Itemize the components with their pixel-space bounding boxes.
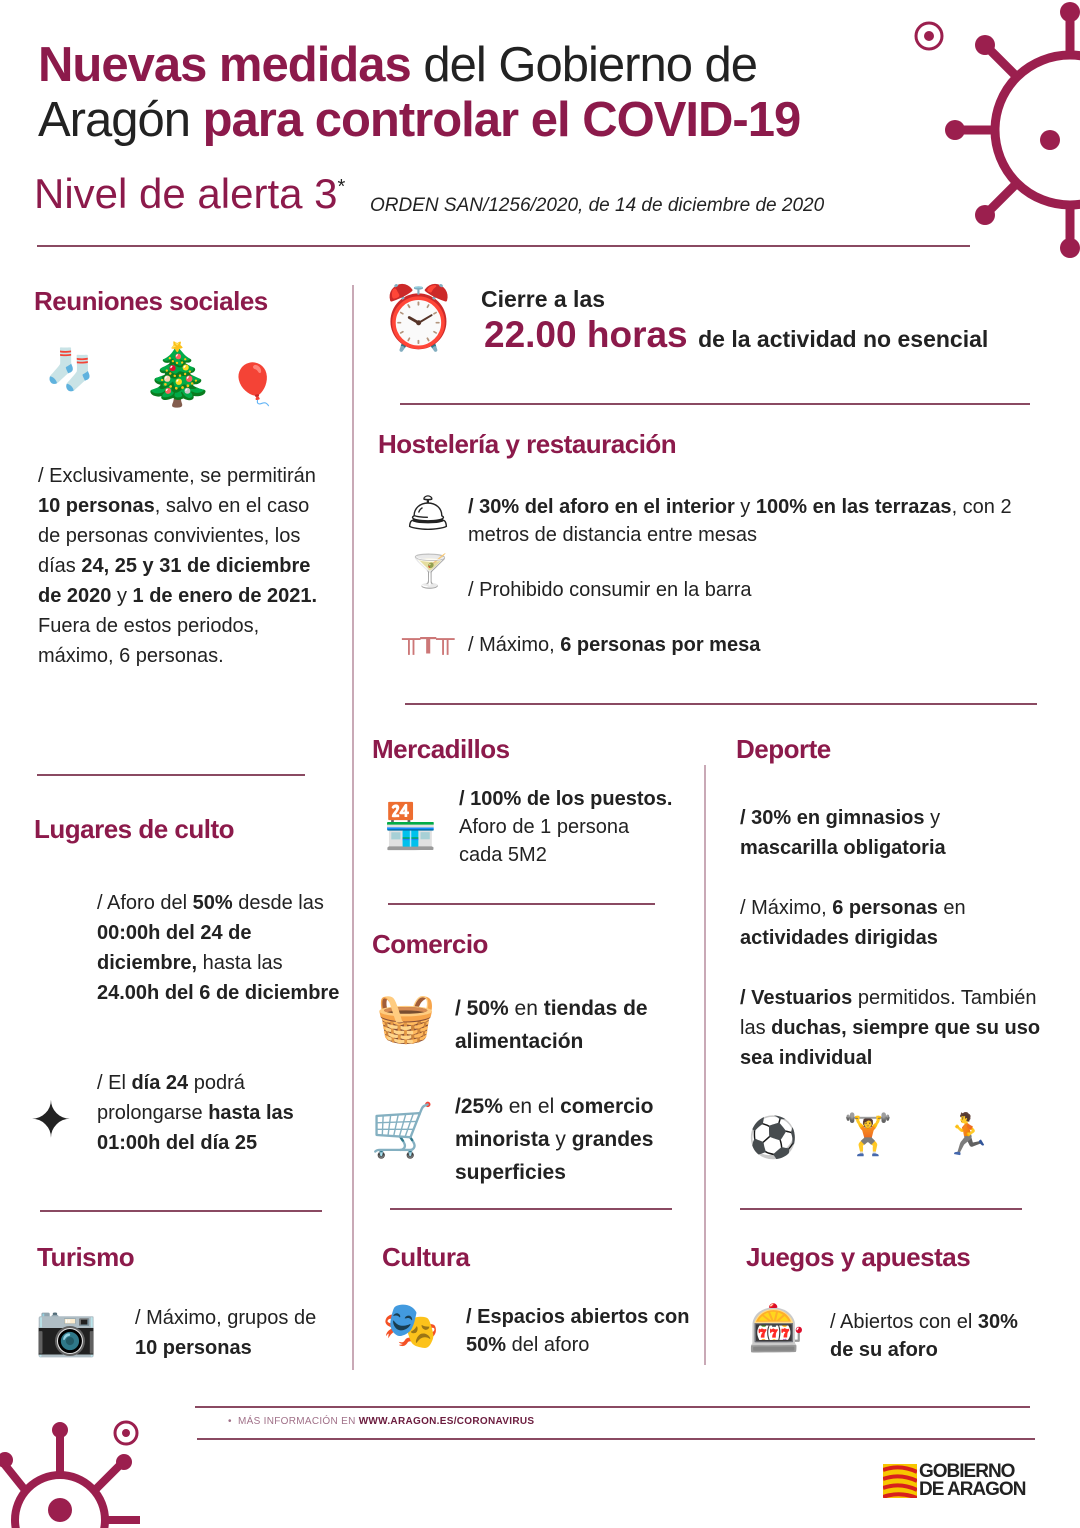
divider: [37, 774, 305, 776]
grocery-basket-icon: 🧺: [376, 992, 436, 1045]
more-info: • MÁS INFORMACIÓN EN WWW.ARAGON.ES/CORONAVIRUS: [228, 1416, 535, 1427]
theater-masks-icon: 🎭: [382, 1299, 440, 1351]
text-segment: / Prohibido consumir en la barra: [468, 579, 752, 601]
hosteleria-item: [468, 630, 1028, 660]
text-segment: Nuevas medidas: [38, 38, 411, 92]
text-segment: / 100% de los puestos.: [459, 788, 673, 810]
text-segment: 50%: [192, 892, 233, 914]
section-title-mercadillos: Mercadillos: [372, 734, 510, 764]
text-segment: / 50%: [455, 997, 509, 1020]
text-segment: Aforo de 1 persona cada 5M2: [459, 816, 630, 866]
divider: [40, 1210, 322, 1212]
text-segment: podrá prolongarse: [97, 1072, 245, 1124]
section-title-culto: Lugares de culto: [34, 814, 235, 844]
section-title-juegos: Juegos y apuestas: [746, 1242, 971, 1272]
comercio-item: [455, 992, 695, 1058]
deporte-item: [740, 803, 1040, 863]
small-virus-icon: [108, 1415, 144, 1451]
text-segment: del Gobierno de: [410, 38, 758, 92]
christmas-tree-icon: 🎄: [140, 341, 215, 408]
text-segment: / Exclusivamente, se permitirán: [38, 465, 316, 487]
section-title-deporte: Deporte: [736, 734, 831, 764]
divider: [37, 245, 970, 247]
order-reference: ORDEN SAN/1256/2020, de 14 de diciembre de 2020: [370, 195, 825, 216]
gobierno-aragon-logo: GOBIERNO DE ARAGON: [883, 1463, 1025, 1499]
text-segment: grandes superficies: [455, 1128, 654, 1184]
text-segment: hasta las: [197, 952, 283, 974]
text-segment: / 30% del aforo en el interior: [468, 496, 735, 518]
stocking-icon: 🧦: [45, 348, 95, 392]
text-segment: 00:00h del 24 de diciembre,: [97, 922, 252, 974]
aragon-flag-icon: [883, 1464, 917, 1498]
cierre-hour: 22.00 horas: [484, 314, 688, 355]
deporte-item: [740, 983, 1060, 1073]
divider: [195, 1406, 1030, 1408]
text-segment: para controlar el COVID-19: [202, 93, 801, 147]
text-segment: 6 personas por mesa: [560, 634, 761, 656]
text-segment: duchas, siempre que su uso sea individual: [740, 1017, 1041, 1069]
text-segment: permitidos. También las: [740, 987, 1037, 1039]
section-title-cultura: Cultura: [382, 1242, 470, 1272]
text-segment: / Máximo, grupos de: [135, 1307, 317, 1329]
alert-level: Nivel de alerta 3*: [34, 170, 346, 217]
text-segment: / Abiertos con el: [830, 1311, 978, 1333]
weightlifting-icon: 🏋: [843, 1113, 893, 1157]
text-segment: comercio minorista: [455, 1095, 654, 1151]
text-segment: / Vestuarios: [740, 987, 853, 1009]
info-link[interactable]: WWW.ARAGON.ES/CORONAVIRUS: [358, 1416, 535, 1427]
text-segment: 10 personas: [135, 1337, 252, 1359]
text-segment: / Máximo,: [468, 634, 561, 656]
text-segment: en: [508, 997, 544, 1020]
text-segment: tiendas de alimentación: [455, 997, 648, 1053]
divider: [405, 703, 1037, 705]
section-title-turismo: Turismo: [37, 1242, 135, 1272]
culto-text-2: [97, 1068, 337, 1158]
text-segment: 24, 25 y 31 de diciembre de 2020: [38, 555, 311, 607]
soccer-ball-icon: ⚽: [748, 1116, 798, 1160]
text-segment: 6 personas: [832, 897, 938, 919]
column-divider: [352, 285, 354, 1370]
text-segment: y: [549, 1128, 572, 1151]
cocktail-icon: 🍸: [410, 553, 450, 589]
page-title: [38, 38, 800, 148]
text-segment: / El: [97, 1072, 132, 1094]
section-title-reuniones: Reuniones sociales: [34, 286, 268, 316]
text-segment: en el: [502, 1095, 561, 1118]
title-line-2: [38, 93, 800, 148]
divider: [197, 1438, 1035, 1440]
shopping-cart-icon: 🛒: [370, 1102, 435, 1160]
text-segment: desde las: [232, 892, 324, 914]
text-segment: / 30% en gimnasios: [740, 807, 925, 829]
text-segment: 30% de su aforo: [830, 1311, 1018, 1361]
text-segment: 100% en las terrazas: [755, 496, 952, 518]
text-segment: /25%: [455, 1095, 503, 1118]
text-segment: en: [937, 897, 966, 919]
divider: [400, 403, 1030, 405]
text-segment: día 24: [131, 1072, 189, 1094]
culto-text-1: [97, 888, 347, 1008]
text-segment: y: [734, 496, 756, 518]
text-segment: 24.00h del 6 de diciembre: [97, 982, 340, 1004]
camera-icon: 📷: [35, 1302, 98, 1358]
text-segment: 1 de enero de 2021.: [132, 585, 318, 607]
section-title-comercio: Comercio: [372, 929, 488, 959]
turismo-text: [135, 1303, 335, 1363]
text-segment: Aragón: [38, 93, 203, 147]
divider: [388, 903, 655, 905]
divider: [390, 1208, 672, 1210]
title-line-1: [38, 38, 800, 93]
juegos-text: [830, 1308, 1030, 1364]
divider: [740, 1208, 1022, 1210]
text-segment: actividades dirigidas: [740, 927, 938, 949]
cultura-text: [466, 1303, 696, 1359]
small-virus-icon: [905, 12, 953, 60]
text-segment: 10 personas: [38, 495, 155, 517]
mercadillos-text: [459, 785, 674, 869]
virus-icon: [940, 0, 1080, 260]
comercio-item: [455, 1090, 700, 1189]
table-icon: ╥┰╥: [402, 623, 455, 653]
poker-chips-icon: 🎰: [748, 1302, 806, 1354]
cierre-rest: de la actividad no esencial: [698, 326, 989, 352]
text-segment: / Máximo,: [740, 897, 833, 919]
cierre-line2: [484, 314, 988, 356]
text-segment: del aforo: [506, 1334, 590, 1356]
column-divider: [704, 765, 706, 1365]
deporte-item: [740, 893, 1040, 953]
reuniones-text: [38, 461, 328, 671]
text-segment: hasta las 01:00h del día 25: [97, 1102, 294, 1154]
hosteleria-item: [468, 575, 1028, 605]
text-segment: , salvo en el caso de personas convivientes, los días: [38, 495, 310, 577]
cloche-icon: 🛎: [405, 492, 451, 533]
alarm-clock-icon: ⏰: [380, 284, 458, 353]
star-icon: ✦: [30, 1092, 72, 1148]
market-stall-icon: 🏪: [383, 802, 438, 851]
hosteleria-item: [468, 493, 1038, 549]
text-segment: y: [924, 807, 941, 829]
text-segment: / Aforo del: [97, 892, 193, 914]
text-segment: Fuera de estos periodos, máximo, 6 personas.: [38, 615, 260, 667]
runner-icon: 🏃: [942, 1113, 992, 1157]
cierre-line1: Cierre a las: [481, 286, 606, 312]
section-title-hosteleria: Hostelería y restauración: [378, 429, 677, 459]
text-segment: y: [111, 585, 133, 607]
ornaments-icon: 🎈: [228, 363, 278, 407]
text-segment: mascarilla obligatoria: [740, 837, 946, 859]
text-segment: , con 2 metros de distancia entre mesas: [468, 496, 1012, 546]
text-segment: / Espacios abiertos con 50%: [466, 1306, 690, 1356]
